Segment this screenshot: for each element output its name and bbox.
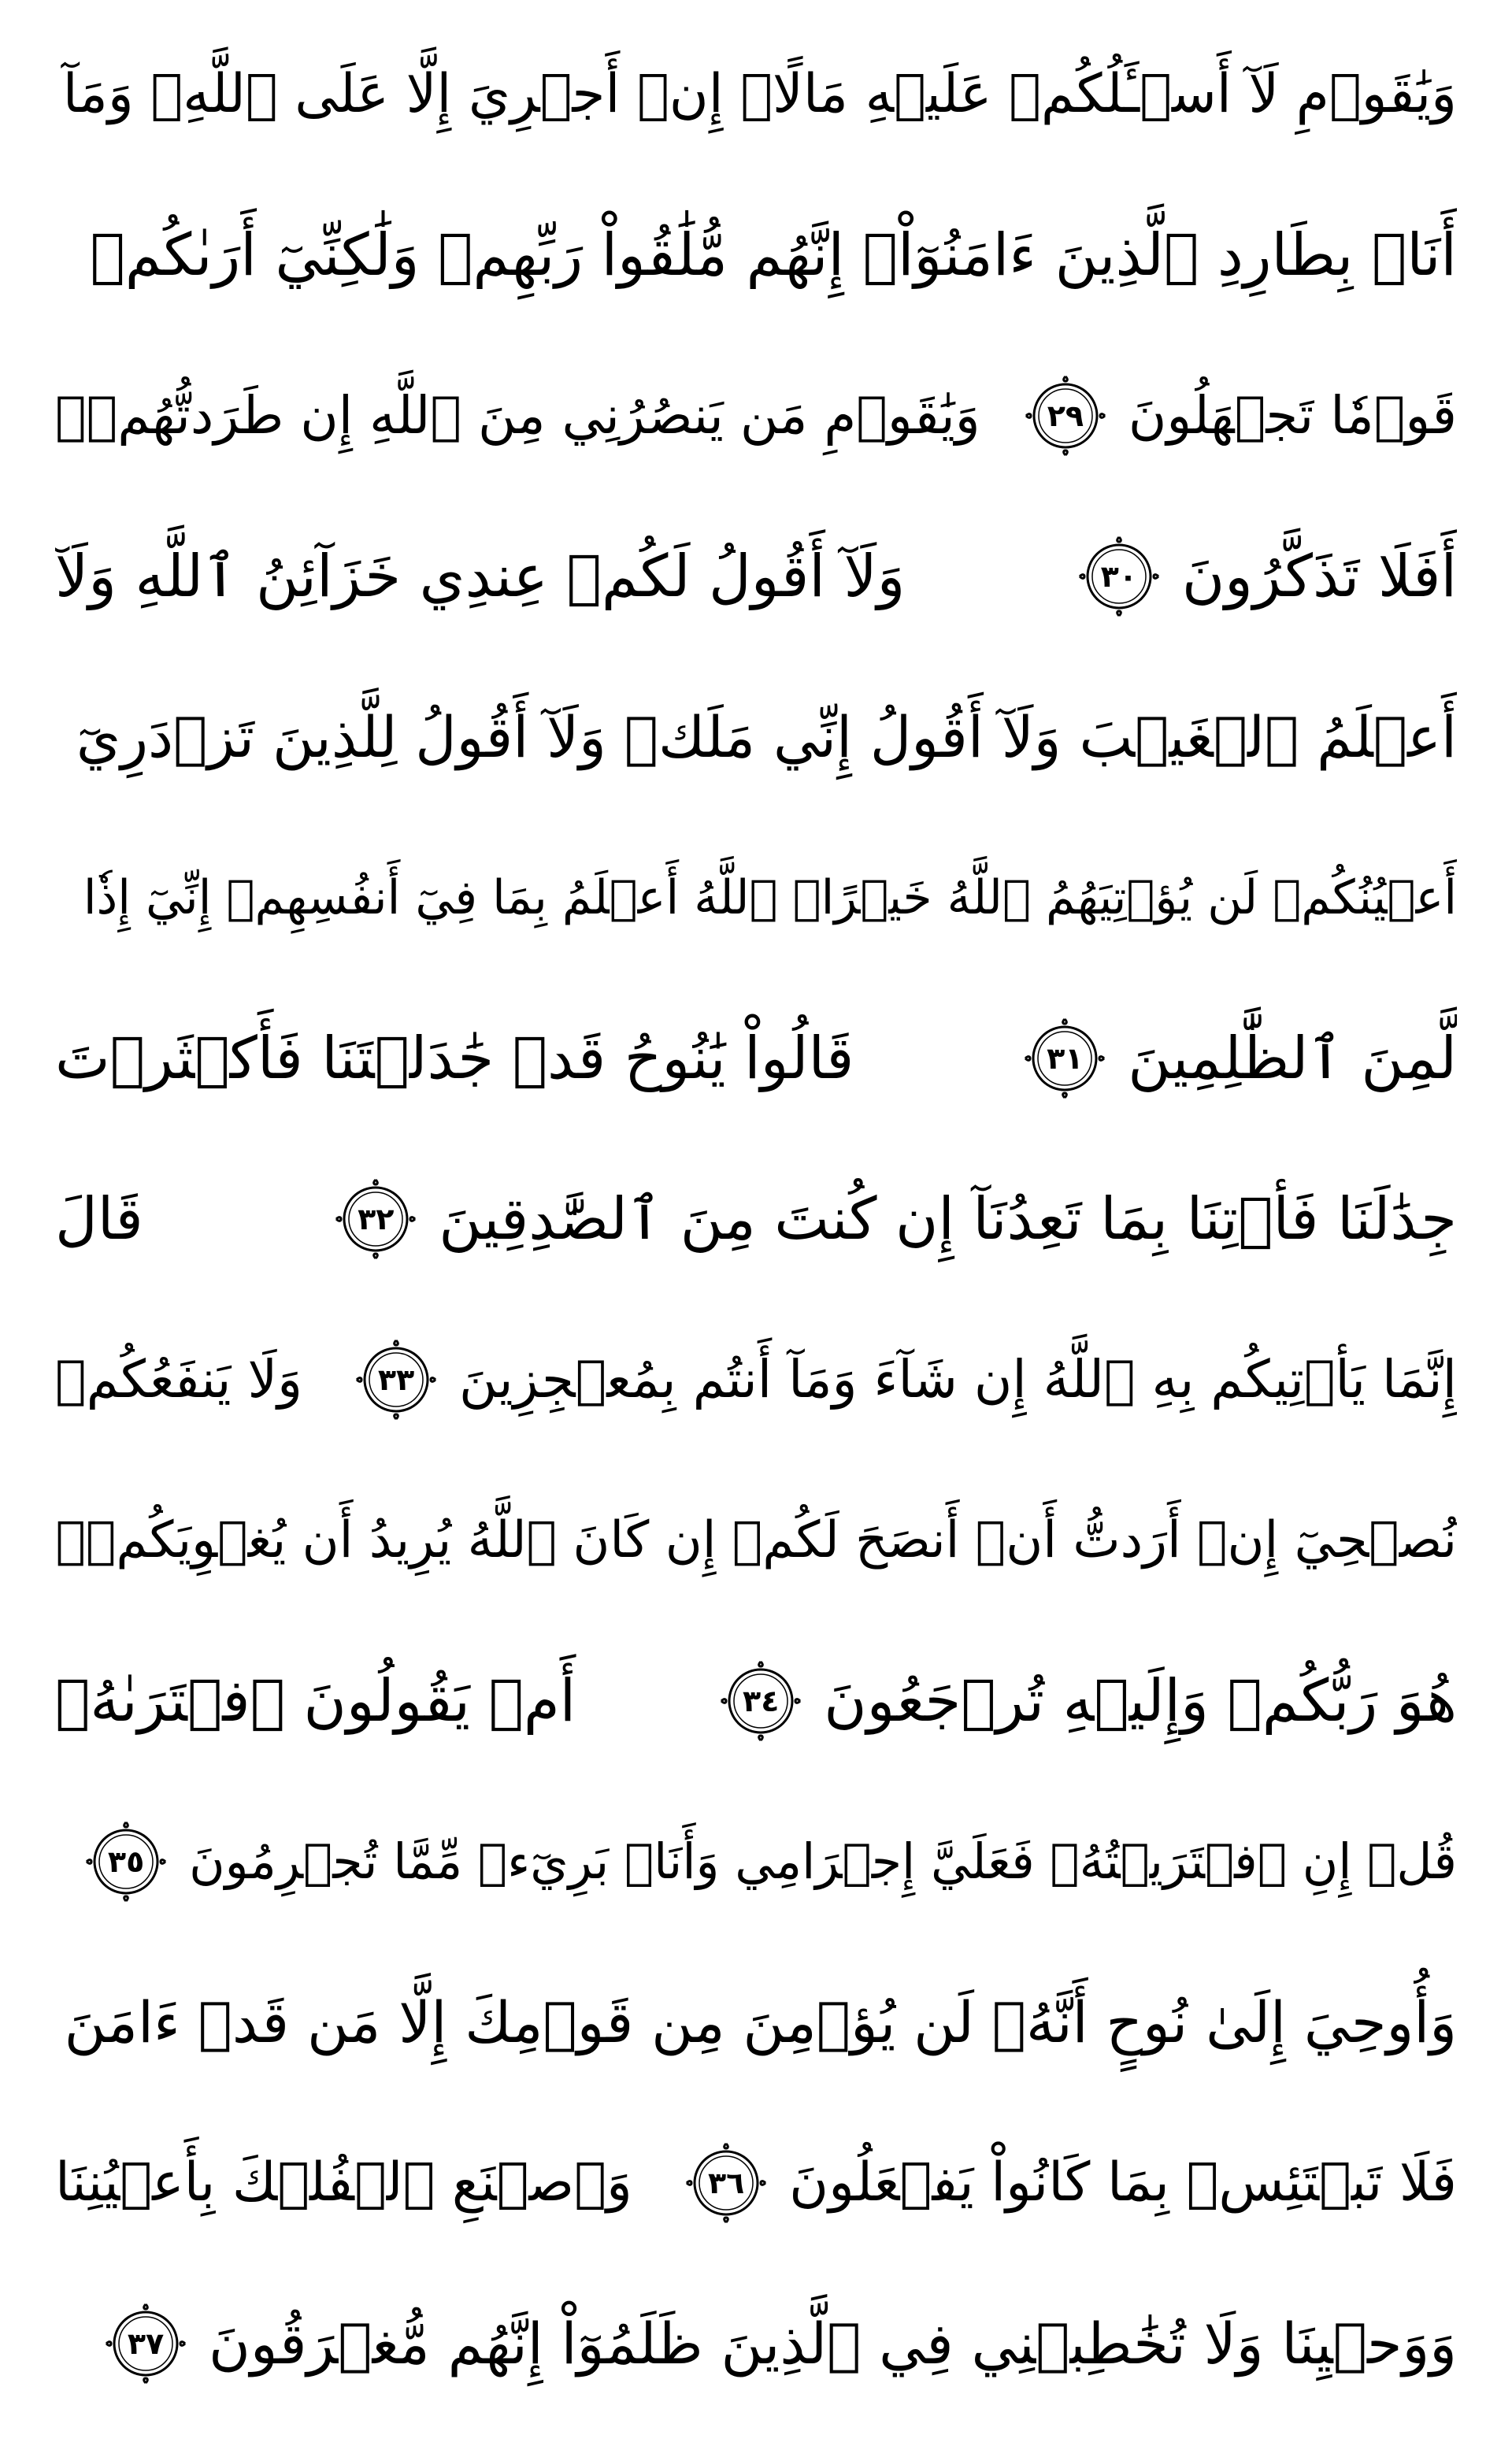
- ayah-number-marker: [718, 1658, 803, 1744]
- text-line-8: [55, 1139, 1457, 1299]
- line-segment: [63, 1819, 1457, 1904]
- text-line-11: [55, 1621, 1457, 1781]
- verse-text: لَّمِنَ ٱلظَّٰلِمِينَ: [1128, 1025, 1457, 1092]
- text-line-2: [55, 175, 1457, 335]
- line-segment: [1002, 373, 1457, 458]
- verse-text: جِدَٰلَنَا فَأۡتِنَا بِمَا تَعِدُنَآ إِن كُنتَ مِنَ ٱلصَّٰدِقِينَ: [439, 1185, 1457, 1253]
- text-line-7: [55, 978, 1457, 1139]
- ayah-number-marker: [684, 2140, 769, 2225]
- text-line-13: [55, 1942, 1457, 2103]
- text-line-12: [55, 1781, 1457, 1942]
- text-line-10: [55, 1460, 1457, 1621]
- ayah-number: ٣١: [1047, 1041, 1084, 1076]
- verse-text: أَمۡ يَقُولُونَ ٱفۡتَرَىٰهُۖ: [55, 1667, 576, 1735]
- verse-text: نُصۡحِيٓ إِنۡ أَرَدتُّ أَنۡ أَنصَحَ لَكُمۡ إِن كَانَ ٱللَّهُ يُرِيدُ أَن يُغۡوِيَكُمۡۚ: [55, 1511, 1457, 1570]
- text-line-14: [55, 2103, 1457, 2263]
- text-line-1: [55, 14, 1457, 175]
- ayah-number-marker: [83, 1819, 169, 1904]
- line-segment: [83, 2301, 1457, 2386]
- ayah-number: ٣٢: [358, 1202, 395, 1236]
- verse-text: أَعۡلَمُ ٱلۡغَيۡبَ وَلَآ أَقُولُ إِنِّي مَلَكٞ وَلَآ أَقُولُ لِلَّذِينَ تَزۡدَرِيٓ: [76, 704, 1457, 770]
- verse-text: وَيَٰقَوۡمِ لَآ أَسۡـَٔلُكُمۡ عَلَيۡهِ مَالًاۖ إِنۡ أَجۡرِيَ إِلَّا عَلَى ٱللَّهِۚ وَمَآ: [62, 63, 1457, 125]
- text-line-9: [55, 1299, 1457, 1460]
- ayah-number-marker: [333, 1177, 418, 1262]
- text-line-3: [55, 335, 1457, 496]
- verse-text: هُوَ رَبُّكُمۡ وَإِلَيۡهِ تُرۡجَعُونَ: [824, 1667, 1457, 1735]
- ayah-number-marker: [1022, 1016, 1107, 1101]
- verse-text: قُلۡ إِنِ ٱفۡتَرَيۡتُهُۥ فَعَلَيَّ إِجۡرَامِي وَأَنَا۠ بَرِيٓءٞ مِّمَّا تُجۡرِمُونَ: [189, 1833, 1457, 1890]
- verse-text: قَالَ: [55, 1185, 143, 1253]
- text-line-5: [55, 657, 1457, 817]
- ayah-number: ٣٠: [1100, 559, 1138, 594]
- ayah-number: ٣٥: [107, 1844, 145, 1879]
- ayah-number-marker: [354, 1337, 439, 1422]
- line-segment: [1002, 1016, 1457, 1101]
- ayah-number: ٣٣: [377, 1362, 415, 1397]
- line-segment: [313, 1177, 1457, 1262]
- ayah-number: ٣٦: [707, 2166, 745, 2200]
- verse-text: وَلَا يَنفَعُكُمۡ: [55, 1349, 302, 1410]
- verse-text: أَفَلَا تَذَكَّرُونَ: [1181, 543, 1457, 610]
- text-line-6: [55, 817, 1457, 978]
- ayah-number-marker: [103, 2301, 188, 2386]
- line-segment: [1056, 534, 1457, 619]
- verse-text: وَوَحۡيِنَا وَلَا تُخَٰطِبۡنِي فِي ٱلَّذِينَ ظَلَمُوٓاْ إِنَّهُم مُّغۡرَقُونَ: [209, 2311, 1457, 2377]
- text-line-15: [55, 2263, 1457, 2424]
- ayah-number: ٢٩: [1047, 398, 1084, 433]
- ayah-number-marker: [1023, 373, 1108, 458]
- verse-text: أَنَا۠ بِطَارِدِ ٱلَّذِينَ ءَامَنُوٓاْۚ إِنَّهُم مُّلَٰقُواْ رَبِّهِمۡ وَلَٰكِنِّيٓ أَرَىٰكُمۡ: [90, 221, 1457, 289]
- line-segment: [698, 1658, 1457, 1744]
- line-segment: [333, 1337, 1457, 1422]
- verse-text: أَعۡيُنُكُمۡ لَن يُؤۡتِيَهُمُ ٱللَّهُ خَيۡرًاۖ ٱللَّهُ أَعۡلَمُ بِمَا فِيٓ أَنفُسِهِمۡ إِنِّيٓ إِذٗا: [83, 870, 1457, 925]
- text-line-4: [55, 496, 1457, 657]
- verse-text: وَأُوحِيَ إِلَىٰ نُوحٍ أَنَّهُۥ لَن يُؤۡمِنَ مِن قَوۡمِكَ إِلَّا مَن قَدۡ ءَامَنَ: [64, 1989, 1457, 2055]
- verse-text: وَيَٰقَوۡمِ مَن يَنصُرُنِي مِنَ ٱللَّهِ إِن طَرَدتُّهُمۡۚ: [55, 385, 980, 446]
- verse-text: وَٱصۡنَعِ ٱلۡفُلۡكَ بِأَعۡيُنِنَا: [55, 2151, 632, 2214]
- ayah-number-marker: [1077, 534, 1162, 619]
- ayah-number: ٣٧: [127, 2326, 165, 2361]
- verse-text: قَالُواْ يَٰنُوحُ قَدۡ جَٰدَلۡتَنَا فَأَكۡثَرۡتَ: [55, 1025, 854, 1092]
- verse-text: إِنَّمَا يَأۡتِيكُم بِهِ ٱللَّهُ إِن شَآءَ وَمَآ أَنتُم بِمُعۡجِزِينَ: [459, 1349, 1457, 1410]
- verse-text: فَلَا تَبۡتَئِسۡ بِمَا كَانُواْ يَفۡعَلُونَ: [789, 2151, 1457, 2214]
- verse-text: قَوۡمٗا تَجۡهَلُونَ: [1128, 385, 1457, 446]
- line-segment: [663, 2140, 1457, 2225]
- verse-text: وَلَآ أَقُولُ لَكُمۡ عِندِي خَزَآئِنُ ٱللَّهِ وَلَآ: [55, 543, 906, 610]
- ayah-number: ٣٤: [743, 1684, 780, 1718]
